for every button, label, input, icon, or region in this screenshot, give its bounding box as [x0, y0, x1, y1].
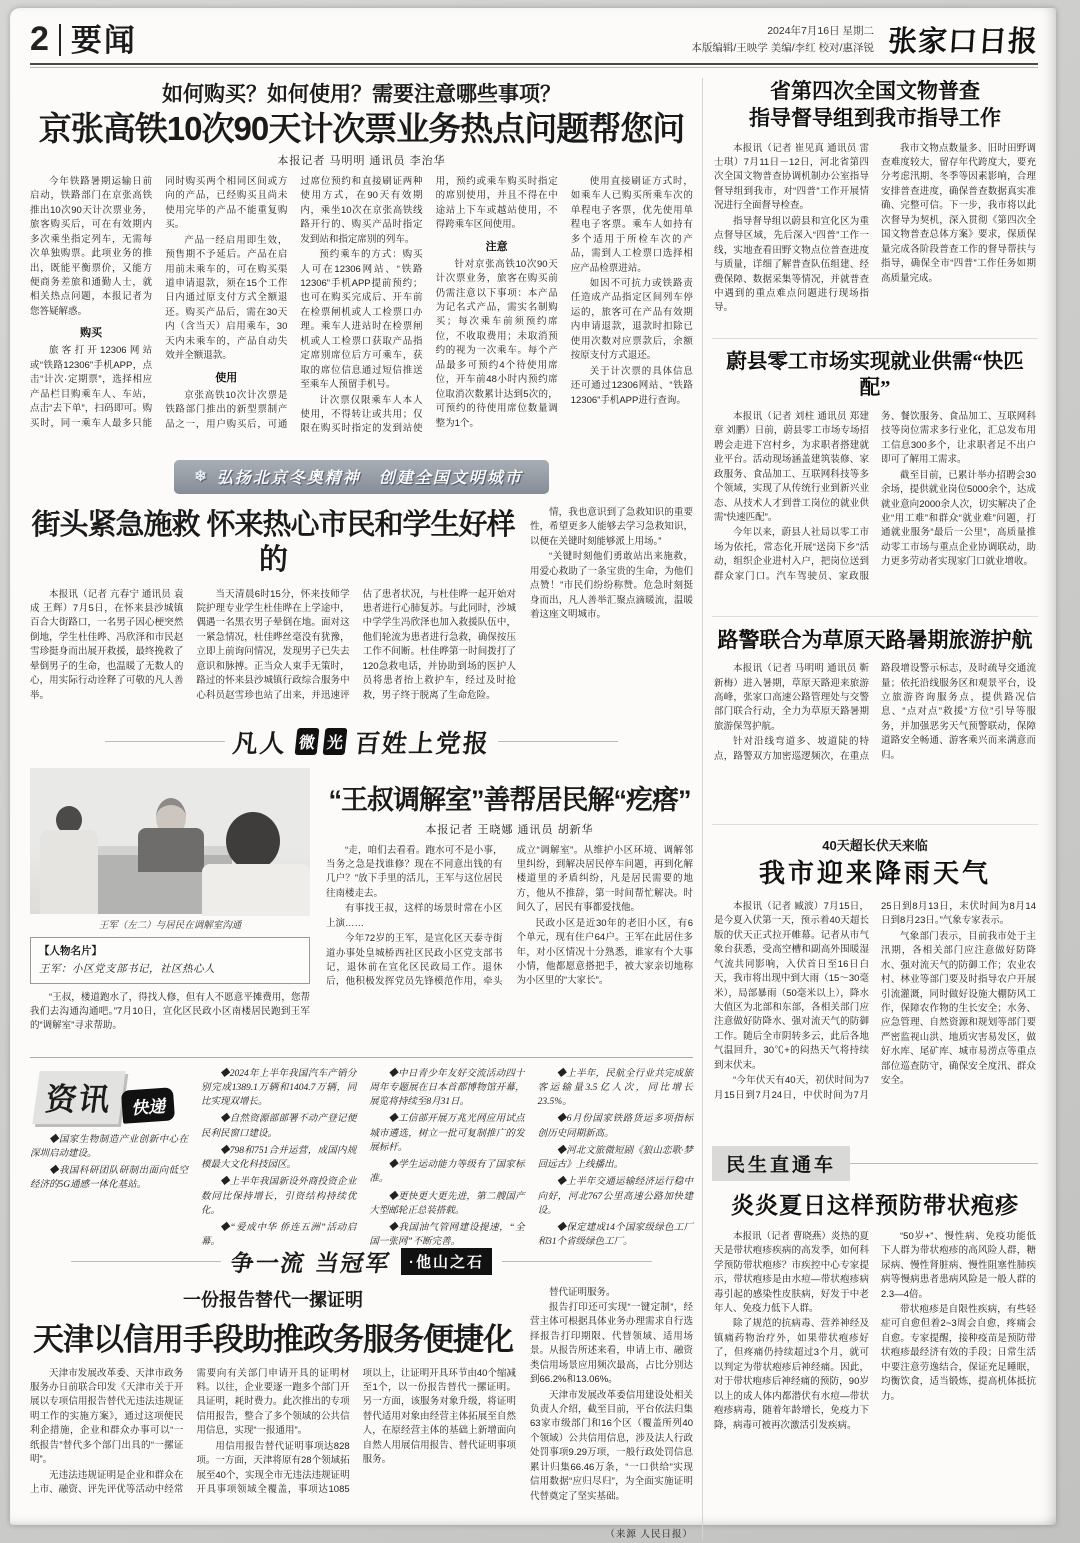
body-paragraph: 旅客打开12306网站或“铁路12306”手机APP，点击“计次·定期票”，选择相应产品栏目购乘车人、车站，点击“去下单”，扫码即可。购买时，同一乘车人最多只能同时购买两个相同区间或方向的产品，已经购买且尚未使用完毕的产品不能重复购买。: [30, 175, 288, 429]
express-column-3: [537, 1067, 693, 1248]
body-paragraph: “今年伏天有40天，初伏时间为7月15日到7月24日，中伏时间为7月25日到8月13日，末伏时间为8月14日到8月23日。”气象专家表示。: [714, 900, 1036, 1101]
body-paragraph: 情，我也意识到了急救知识的重要性，希望更多人能够去学习急救知识，以便在关键时刻能够派上用场。”: [530, 506, 693, 547]
tianjin-body: [30, 1367, 516, 1535]
news-photo: [30, 768, 310, 914]
express-item: ◆中日青少年友好交流活动四十周年专题展在日本首都博物馆开幕，展览将持续至8月31日。: [369, 1068, 525, 1108]
express-column-1: [201, 1067, 357, 1248]
newspaper-page: [10, 8, 1056, 1540]
article-heritage-survey: [712, 74, 1038, 334]
banner-party-box-2: 光: [323, 728, 348, 755]
banner-line-right: [498, 741, 618, 742]
road-police-body: [714, 662, 1036, 814]
body-paragraph: 本报讯（记者 刘柱 通讯员 郑建章 刘鹏）日前，蔚县零工市场专场招聘会走进下宫村乡，为求职者搭建就业平台。活动现场涵盖建筑装修、家政服务、食品加工、互联网科技等多个领域，实现了从传统行业到新兴业态、从技术人才到普工岗位的就业供需“快速匹配”。: [714, 410, 869, 523]
tianjin-side-column: [530, 1284, 693, 1540]
photo-person-left-body: [40, 830, 98, 914]
body-paragraph: 今年以来，蔚县人社局以零工市场为依托，常态化开展“送岗下乡”活动，组织企业进村入户，把岗位送到群众家门口。汽车驾驶员、家政服务、餐饮服务、食品加工、互联网科技等岗位需求多行业化，汇总发布用工信息300多个，让求职者足不出户即可了解用工需求。: [714, 410, 1036, 582]
shingles-body: [714, 1230, 1036, 1522]
header-rule: [30, 63, 1038, 68]
tianjin-kicker: 一份报告替代一摞证明: [183, 1289, 363, 1310]
news-express-logo: [30, 1067, 188, 1125]
body-paragraph: 京张高铁10次计次票是铁路部门推出的新型票制产品之一，用户购买后，可通过席位预约和直接刷证两种使用方式，在90天有效期内，乘坐10次在京张高铁线路开行的、购买产品时指定发到站和指定席别的列车。: [165, 175, 423, 430]
body-paragraph: 使用直接刷证方式时，如乘车人已购买所乘车次的单程电子客票，优先使用单程电子客票。乘车人如持有多个适用于所检车次的产品，需到人工检票口选择相应产品检票进站。: [570, 175, 693, 274]
photo-caption: 王军（左二）与居民在调解室沟通: [98, 920, 242, 931]
article-mediation-room: [30, 768, 693, 1049]
article-gig-market: [712, 343, 1038, 612]
express-item: ◆我国科研团队研制出面向低空经济的5G通感一体化基站。: [30, 1166, 188, 1191]
body-paragraph: 今年72岁的王军，是宣化区天泰寺街道办事处皇城桥西社区民政小区党支部书记，退休前在宣化区民政局工作。退休后，他积极发挥党员先锋模范作用，牵头成立“调解室”。从维护小区环境、调解邻里纠纷，到解决居民停车问题，再到化解楼道里的矛盾纠纷，凡是居民需要的地方，他从不推辞，第一时间帮忙解决。时间久了，居民有事都爱找他。: [326, 844, 693, 988]
express-item: ◆“爱成中华 侨连五洲”活动启幕。: [201, 1223, 357, 1248]
body-paragraph: 今年铁路暑期运输日前启动，铁路部门在京张高铁推出10次90天计次票业务，旅客购买后，可在有效期内多次乘坐指定列车，无需每次单独购票。此项业务的推出，既能平衡票价，又能方便商务差旅和通勤人士，就相关热点问题，本报记者为您答疑解惑。: [30, 175, 153, 317]
header-divider: [59, 24, 61, 56]
body-paragraph: 气象部门表示，目前我市处于主汛期，各相关部门应注意做好防降水、强对流天气的防御工作；农业农村、林业等部门要及时指导农户开展引流灌溉，同时做好设施大棚防风工作，保障农作物的生长安全；水务、应急管理、自然资源和规划等部门要严密监视山洪、地质灾害易发区，做好水库、尾矿库、城市易涝点等重点部位巡查防守，确保安全度汛、群众安全。: [881, 930, 1036, 1087]
news-express-section: [30, 1058, 693, 1248]
mediation-lead: [30, 991, 310, 1049]
body-paragraph: 截至目前，已累计举办招聘会30余场，提供就业岗位5000余个，达成就业意向2000余人次，切实解决了企业“用工难”和群众“就业难”问题，打通就业服务“最后一公里”，高质量推动零工市场与重点企业协调联动，助力更多劳动者实现家门口就业增收。: [881, 469, 1036, 568]
source-attribution: （来源 人民日报）: [605, 1528, 693, 1540]
section-separator: [712, 338, 1038, 339]
livelihood-label: 民生直通车: [712, 1146, 850, 1181]
banner-party-right: 百姓上党报: [353, 728, 492, 758]
article-body: [30, 175, 693, 451]
banner-line-left: [105, 741, 225, 742]
page-number: 2: [30, 20, 49, 58]
body-paragraph: 我市文物点数量多、旧时田野调查难度较大，留存年代跨度大，要充分考虑汛期、冬季等因素影响，合理安排普查进度，确保普查数据真实准确、完整可信。下一步，我市将以此次督导为契机，深入贯彻《第四次全国文物普查总体方案》要求，保质保量完成各阶段普查工作的督导帮扶与指导，确保全市“四普”工作任务如期高质量完成。: [881, 142, 1036, 284]
rescue-body: [30, 588, 516, 714]
banner-party-box-1: 微: [294, 728, 319, 755]
article-road-police: [712, 621, 1038, 820]
bench-line-right: [502, 1261, 652, 1262]
body-paragraph: 关于计次票的具体信息还可通过12306网站、“铁路12306”手机APP进行查询。: [570, 365, 693, 406]
express-item: ◆自然资源部部署不动产登记便民利民窗口建设。: [201, 1114, 357, 1139]
livelihood-label-row: [712, 1146, 1038, 1181]
body-paragraph: 指导督导组以蔚县和宣化区为重点督导区域，先后深入“四普”工作一线，实地查看田野文物点位普查进度与质量，详细了解普查队伍组建、经费保障、数据采集等情况，并就普查中遇到的重点难点问题进行现场指导。: [714, 215, 869, 314]
body-paragraph: 如因不可抗力或铁路责任造成产品指定区间列车停运的，旅客可在产品有效期内申请退款，退款时扣除已使用次数对应票款后，余额按原支付方式退还。: [570, 278, 693, 362]
weather-kicker: 40天超长伏天来临: [822, 838, 928, 854]
body-paragraph: 针对京张高铁10次90天计次票业务，旅客在购买前仍需注意以下事项：本产品为记名式产品，需实名制购买；每次乘车前须预约席位，不收取费用；未取消预约的视为一次乘车。每个产品最多可预约4个待使用席位，开车前48小时内预约席位取消次数累计达到5次的，可预约的待使用席位数量调整为1个。: [435, 258, 558, 429]
road-police-headline: 路警联合为草原天路暑期旅游护航: [717, 627, 1033, 652]
banner-benchmark-box: ·他山之石: [401, 1248, 492, 1275]
snowflake-icon: ❄: [194, 468, 209, 486]
express-column-0: [30, 1133, 188, 1233]
bench-line-left: [71, 1261, 221, 1262]
article-weather: [712, 829, 1038, 1142]
photo-person-center-body: [138, 828, 204, 872]
shingles-headline: 炎炎夏日这样预防带状疱疹: [731, 1192, 1019, 1218]
body-paragraph: 天津市发展改革委、天津市政务服务办日前联合印发《天津市关于开展以专项信用报告替代无违法违规证明工作的实施方案》，通过这项便民利企措施，企业和群众办事可以“一纸报告”替代多个部门出具的“一摞证明”。: [30, 1367, 184, 1466]
body-subhead: 注意: [485, 240, 508, 253]
body-paragraph: 报告打印还可实现“一键定制”，经营主体可根据具体业务办理需求自行选择报告打印期限、代替领域、适用场景。从报告所述来看，申请上市、融资类信用场景应用频次最高，占比分别达到66.2%和13.06%。: [530, 1301, 693, 1386]
express-item: ◆国家生物制造产业创新中心在深圳启动建设。: [30, 1134, 188, 1159]
article-headline: 京张高铁10次90天计次票业务热点问题帮您问: [38, 110, 685, 147]
body-paragraph: 预约乘车的方式：购买人可在12306网站、“铁路12306”手机APP提前预约；也可在购买完成后、开车前在检票闸机或人工检票口办理。乘车人进站时在检票闸机或人工检票口获取产品指定席别席位后方可乘车，获取的席位信息通过短信推送至乘车人预留手机号。: [300, 249, 423, 391]
body-paragraph: “王叔，楼道跑水了，得找人修，但有人不愿意平摊费用，您帮我们去沟通沟通吧。”7月10日，宣化区民政小区南楼居民跑到王军的“调解室”寻求帮助。: [30, 991, 310, 1032]
rescue-side-column: [530, 502, 693, 702]
body-paragraph: 针对沿线弯道多、坡道陡的特点，路警双方加密巡逻频次，在重点路段增设警示标志，及时疏导交通流量；依托沿线服务区和观景平台，设立旅游咨询服务点，提供路况信息、“点对点”救援“方位”引导等服务，并加强恶劣天气预警联动，保障道路安全畅通、游客乘兴而来满意而归。: [714, 663, 1036, 762]
staff-line: 本版编辑/王映学 美编/李红 校对/惠泽锐: [691, 41, 874, 54]
body-paragraph: 天津市发展改革委信用建设处相关负责人介绍，截至目前，平台依法归集63家市级部门和16个区（覆盖所列40个领域）公共信用信息，涉及法人行政处罚事项9.29万项，一般行政处罚信息累计归集66.46万条，“一口供给”实现信用数据“应归尽归”，为全面实施证明代替奠定了坚实基础。: [530, 1389, 693, 1502]
section-separator: [712, 616, 1038, 617]
banner-benchmark-script: 争一流 当冠军: [228, 1249, 394, 1277]
body-paragraph: 民政小区是近30年的老旧小区，有6个单元，现有住户64户。王军在此居住多年，对小区情况十分熟悉，谁家有个大事小情，他都愿意搭把手，被大家亲切地称为小区里的“大家长”。: [516, 917, 693, 987]
express-item: ◆上半年，民航全行业共完成旅客运输量3.5亿人次，同比增长23.5%。: [537, 1068, 693, 1108]
mediation-body: [326, 844, 693, 1014]
left-region: [30, 74, 693, 1540]
livelihood-label-line: [850, 1163, 1038, 1164]
express-item: ◆798和751合并运营，成国内规模最大文化科技园区。: [201, 1145, 357, 1171]
express-item: ◆我国油气管网建设提速，“全国一张网”不断完善。: [369, 1223, 525, 1248]
express-column-2: [369, 1067, 525, 1248]
edition-meta: [691, 23, 874, 56]
page-header: [30, 22, 1038, 56]
banner-civilized-city: [174, 460, 549, 494]
body-paragraph: 计次票仅限乘车人本人使用，不得转让或共用；仅限在购买时指定的发到站使用，预约或乘车购买时指定的席别使用，并且不得在中途站上下车或越站使用，不得跨乘车区间使用。: [300, 175, 558, 435]
body-paragraph: 带状疱疹是自限性疾病，有些轻症可自愈但着2~3周会自愈，疼痛会自愈。专家提醒，接种疫苗是预防带状疱疹最经济有效的手段；日常生活中要注意劳逸结合，保证充足睡眠，均衡饮食，适当锻炼，提高机体抵抗力。: [881, 1304, 1036, 1402]
profile-card-label: 【人物名片】: [39, 945, 102, 957]
date-line: 2024年7月16日 星期二: [767, 25, 874, 38]
gig-market-headline: 蔚县零工市场实现就业供需“快匹配”: [726, 350, 1024, 400]
body-paragraph: “50岁+”、慢性病、免疫功能低下人群为带状疱疹的高风险人群，糖尿病、慢性肾脏病、慢性阻塞性肺疾病等慢病患者患病风险是一般人群的2.3—4倍。: [881, 1230, 1036, 1300]
article-rail-pass: [30, 78, 693, 451]
body-paragraph: 除了规范的抗病毒、营养神经及镇痛药物治疗外，如果带状疱疹好了，但疼痛仍持续超过3个月，就可以判定为带状疱疹后神经痛。因此，对于带状疱疹后神经痛的预防，90岁以上的成人体内都潜伏有水痘—带状疱疹病毒，随着年龄增长，免疫力下降，病毒可被再次激活引发疾病。: [714, 1318, 869, 1431]
express-logo-main: 资讯: [32, 1071, 125, 1124]
mediation-headline: “王叔调解室”善帮居民解“疙瘩”: [328, 784, 691, 815]
masthead-logo: 张家口日报: [886, 24, 1040, 58]
article-street-rescue: [30, 502, 693, 714]
photo-person-right-body: [202, 864, 310, 916]
profile-card: [30, 937, 310, 984]
express-logo-tag: 快递: [121, 1087, 175, 1124]
banner-ordinary-heroes: [30, 724, 693, 760]
body-paragraph: 本报讯（记者 臧波）7月15日，是今夏入伏第一天，预示着40天超长版的伏天正式拉开帷幕。记者从市气象台获悉，受高空槽和副高外围暖湿气流共同影响，入伏首日至16日白天，我市将出现中到大雨（15～30毫米），局部暴雨（50毫米以上），降水大值区为北部和东部，各相关部门应注意做好防降水、强对流天气的防御工作。随后全市阴转多云，此后各地气温回升，30℃+的闷热天气将持续到末伏末。: [714, 900, 869, 1071]
article-kicker: 如何购买？如何使用？需要注意哪些事项？: [162, 82, 561, 106]
rescue-headline: 街头紧急施救 怀来热心市民和学生好样的: [31, 508, 515, 576]
express-item: ◆6月份国家铁路货运多项指标创历史同期新高。: [537, 1114, 693, 1139]
express-item: ◆上半年交通运输经济运行稳中向好，河北767公里高速公路加快建设。: [537, 1177, 693, 1216]
article-byline: 本报记者 马明明 通讯员 李治华: [277, 154, 446, 167]
article-tianjin-credit: [30, 1284, 693, 1540]
banner-party-left: 凡人: [231, 728, 289, 758]
body-subhead: 使用: [215, 371, 238, 384]
body-paragraph: 本报讯（记者 曹晓燕）炎热的夏天是带状疱疹疾病的高发季，如何科学预防带状疱疹？市疾控中心专家提示，带状疱疹是由水痘—带状疱疹病毒引起的感染性皮肤病，好发于中老年人、免疫力低下人群。: [714, 1230, 869, 1315]
body-paragraph: 本报讯（记者 亢春宁 通讯员 袁成 王辉）7月5日，在怀来县沙城镇百合大街路口，一名男子因心梗突然倒地，学生杜佳晔、冯欣泽和市民赵雪珍挺身而出展开救援，最终挽救了晕倒男子的生命，也温暖了无数人的心，用实际行动诠释了可敬的凡人善举。: [30, 588, 184, 701]
banner-civilized-text: 弘扬北京冬奥精神 创建全国文明城市: [216, 469, 523, 487]
body-paragraph: 用信用报告替代证明事项达828项。一方面，天津将原有28个领域拓展至40个，实现全市无违法违规证明开具事项领域全覆盖，事项达1085项以上，让证明开具环节由40个缩减至1个，以一份报告替代一摞证明。另一方面，该服务对象升级，将证明替代适用对象由经营主体拓展至自然人，在原经营主体的基础上新增面向自然人用展信用报告、替代证明事项服务。: [196, 1367, 516, 1496]
column-divider: [702, 78, 703, 1540]
body-paragraph: 本报讯（记者 崔见真 通讯员 雷士琪）7月11日－12日，河北省第四次全国文物普查协调机制办公室指导督导组到我市，对“四普”工作开展情况进行全面督导检查。: [714, 142, 869, 212]
heritage-body: [714, 142, 1036, 328]
express-item: ◆学生运动能力等级有了国家标准。: [369, 1160, 525, 1185]
article-shingles: [712, 1181, 1038, 1528]
express-item: ◆保定建成14个国家级绿色工厂和31个省级绿色工厂。: [537, 1223, 693, 1248]
body-paragraph: “关键时刻他们勇敢站出来施救，用爱心救助了一条宝贵的生命，为他们点赞！”市民们纷纷称赞。危急时刻挺身而出，凡人善举汇聚点滴暖流，温暖着这座文明城市。: [530, 551, 693, 620]
body-paragraph: 本报讯（记者 马明明 通讯员 靳新梅）进入暑期，草原天路迎来旅游高峰，张家口高速公路管理处与交警部门联合行动，全力为草原天路暑期旅游保驾护航。: [714, 663, 869, 732]
section-title: 要闻: [70, 23, 137, 58]
express-item: ◆河北文旅微短剧《狼山恋歌·梦回远古》上线播出。: [537, 1145, 693, 1171]
body-paragraph: “走，咱们去看看。跑水可不是小事，当务之急是找谁修？现在不同意出钱的有几户？”放下手里的活儿，王军与这位居民往南楼走去。: [326, 844, 503, 899]
tianjin-headline: 天津以信用手段助推政务服务便捷化: [33, 1321, 513, 1357]
weather-headline: 我市迎来降雨天气: [758, 859, 991, 889]
tianjin-side-body: [530, 1286, 693, 1524]
gig-market-body: [714, 410, 1036, 606]
body-paragraph: 有事找王叔，这样的场景时常在小区上演……: [326, 903, 503, 929]
body-subhead: 购买: [80, 327, 103, 340]
right-region: [712, 74, 1038, 1540]
heritage-headline-line2: 指导督导组到我市指导工作: [749, 106, 1001, 131]
photo-person-right-head: [226, 812, 280, 870]
express-item: ◆上半年我国新设外商投资企业数同比保持增长，引资结构持续优化。: [201, 1177, 357, 1216]
express-item: ◆2024年上半年我国汽车产销分别完成1389.1万辆和1404.7万辆，同比实现双增长。: [201, 1068, 357, 1108]
weather-body: [714, 900, 1036, 1136]
express-item: ◆更快更大更先进，第二艘国产大型邮轮正总装搭载。: [369, 1191, 525, 1216]
profile-card-text: 王军：小区党支部书记，社区热心人: [39, 963, 215, 975]
mediation-byline: 本报记者 王晓娜 通讯员 胡新华: [425, 823, 594, 836]
heritage-headline-line1: 省第四次全国文物普查: [770, 79, 980, 103]
body-paragraph: 当天清晨6时15分，怀来技师学院护理专业学生杜佳晔在上学途中，偶遇一名黑衣男子晕倒在地。面对这一紧急情况，杜佳晔丝毫没有犹豫，立即上前询问情况，发现男子已失去意识和脉搏。正当众人束手无策时，路过的怀来县沙城镇行政综合服务中心科员赵雪珍也站了出来，并迅速评估了患者状况，与杜佳晔一起开始对患者进行心肺复苏。与此同时，沙城中学学生冯欣泽也加入救援队伍中，他们轮流为患者进行急救，确保按压工作不间断。杜佳晔第一时间拨打了120急救电话，并协助到场的医护人员将患者抬上救护车，经过及时抢救，男子终于脱离了生命危险。: [196, 588, 516, 701]
body-paragraph: 替代证明服务。: [549, 1286, 616, 1298]
section-separator: [712, 824, 1038, 825]
body-paragraph: 产品一经启用即生效，预售期不予延后。产品在启用前未乘车的，可在购买渠道申请退款，须在15个工作日内通过原支付方式全额退还。购买产品后，需在30天内（含当天）启用乘车，30天内未乘车的，产品自动失效并全额退款。: [165, 234, 288, 362]
body-paragraph: 无违法违规证明是企业和群众在上市、融资、评先评优等活动中经常需要向有关部门申请开具的证明材料。以往，企业要逐一跑多个部门开具证明，耗时费力。此次推出的专项信用报告，整合了多个领域的公共信用信息，实现“一报通用”。: [30, 1367, 350, 1496]
express-item: ◆工信部开展万兆光网应用试点城市遴选，树立一批可复制推广的发展标杆。: [369, 1114, 525, 1153]
